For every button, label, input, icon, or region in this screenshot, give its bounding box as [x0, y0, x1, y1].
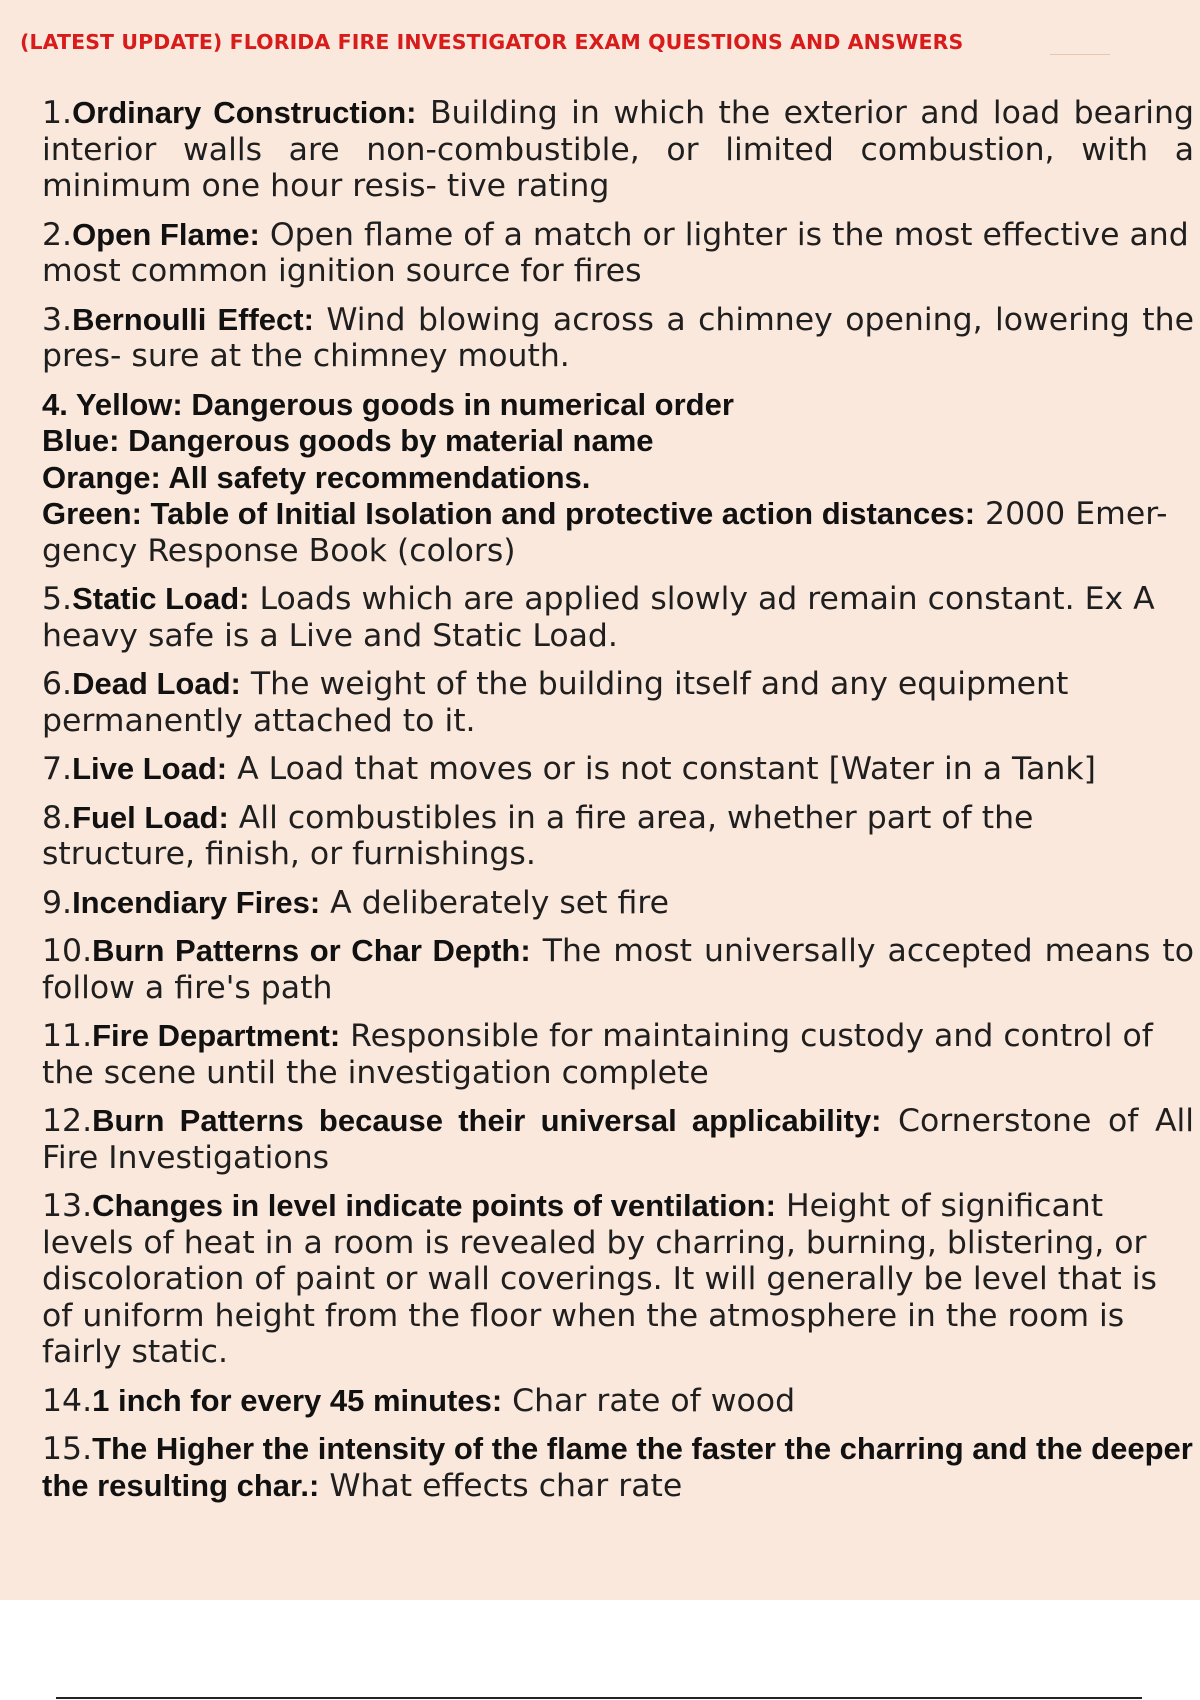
item-answer: All combustibles in a fire area, whether part of the structure, finish, or furnishings. — [42, 799, 1034, 872]
item-line-text: Yellow: Dangerous goods in numerical order — [67, 386, 734, 422]
qa-item — [42, 751, 1194, 788]
item-number: 4. — [42, 386, 68, 422]
item-line: Orange: All safety recommendations. — [42, 459, 591, 495]
item-term: Ordinary Construction: — [72, 95, 417, 130]
item-term: Changes in level indicate points of ventilation: — [92, 1188, 776, 1223]
item-answer: Responsible for maintaining custody and control of the scene until the investigation complete — [42, 1018, 1153, 1091]
item-answer: The most universally accepted means to follow a fire's path — [42, 933, 1194, 1006]
item-number: 8. — [42, 799, 73, 836]
item-line — [42, 387, 1194, 424]
item-number: 5. — [42, 581, 73, 617]
item-answer: Building in which the exterior and load bearing interior walls are non-combustible, or limited combustion, with a minimum one hour resis- tive rating — [42, 95, 1195, 204]
item-number: 15. — [42, 1431, 93, 1467]
item-answer: Char rate of wood — [502, 1382, 796, 1419]
item-answer: Open flame of a match or lighter is the most effective and most common ignition source for fires — [42, 216, 1189, 289]
footer-divider — [56, 1697, 1142, 1699]
item-term: Fire Department: — [92, 1018, 341, 1053]
qa-item — [42, 1383, 1194, 1420]
title-divider — [1050, 54, 1110, 55]
item-term: Bernoulli Effect: — [72, 301, 314, 337]
qa-item — [42, 1103, 1194, 1176]
qa-item — [42, 885, 1194, 922]
item-term: Dead Load: — [72, 666, 241, 701]
qa-item — [42, 302, 1194, 375]
qa-item — [42, 1018, 1194, 1091]
item-term: 1 inch for every 45 minutes: — [92, 1382, 503, 1418]
item-number: 2. — [42, 216, 73, 253]
qa-item — [42, 581, 1194, 654]
item-term: Burn Patterns because their universal applicability: — [92, 1103, 882, 1138]
qa-item — [42, 1431, 1194, 1504]
item-answer: Loads which are applied slowly ad remain constant. Ex A heavy safe is a Live and Static Load. — [42, 581, 1155, 654]
item-line: Blue: Dangerous goods by material name — [42, 423, 654, 458]
item-number: 3. — [42, 301, 73, 338]
item-number: 14. — [42, 1382, 93, 1419]
item-number: 7. — [42, 751, 73, 787]
item-answer: A deliberately set fire — [320, 884, 670, 921]
item-number: 1. — [42, 95, 73, 131]
item-term: Fuel Load: — [72, 799, 229, 835]
document-title: (LATEST UPDATE) FLORIDA FIRE INVESTIGATOR EXAM QUESTIONS AND ANSWERS — [20, 30, 964, 54]
item-term: Open Flame: — [72, 216, 260, 252]
item-answer: The weight of the building itself and any equipment permanently attached to it. — [42, 666, 1069, 739]
item-answer: What effects char rate — [319, 1467, 683, 1504]
qa-list — [42, 95, 1194, 1516]
qa-item — [42, 666, 1194, 739]
qa-item — [42, 387, 1194, 570]
item-number: 6. — [42, 666, 73, 702]
item-number: 10. — [42, 933, 93, 969]
item-answer: A Load that moves or is not constant [Water in a Tank] — [227, 751, 1096, 787]
item-term: Live Load: — [72, 751, 228, 786]
item-number: 12. — [42, 1103, 93, 1139]
qa-item — [42, 1188, 1194, 1371]
item-term: Burn Patterns or Char Depth: — [92, 933, 531, 968]
item-term: Incendiary Fires: — [72, 884, 321, 920]
item-number: 13. — [42, 1188, 93, 1224]
qa-item — [42, 800, 1194, 873]
item-number: 9. — [42, 884, 73, 921]
item-answer: Height of significant levels of heat in a room is revealed by charring, burning, blistering, or discoloration of paint or wall coverings. It will generally be level that is of uniform height from the floor when the atmosphere in the room is fairly static. — [42, 1188, 1157, 1370]
item-answer: Cornerstone of All Fire Investigations — [42, 1103, 1194, 1176]
item-number: 11. — [42, 1018, 93, 1054]
item-term: The Higher the intensity of the flame the faster the charring and the deeper the resulting char.: — [42, 1431, 1193, 1503]
item-term: Green: Table of Initial Isolation and protective action distances: — [42, 496, 976, 531]
qa-item — [42, 95, 1194, 205]
item-answer: 2000 Emer- gency Response Book (colors) — [42, 496, 1168, 569]
item-answer: Wind blowing across a chimney opening, lowering the pres- sure at the chimney mouth. — [42, 301, 1194, 374]
item-term: Static Load: — [72, 581, 250, 616]
qa-item — [42, 933, 1194, 1006]
qa-item — [42, 217, 1194, 290]
